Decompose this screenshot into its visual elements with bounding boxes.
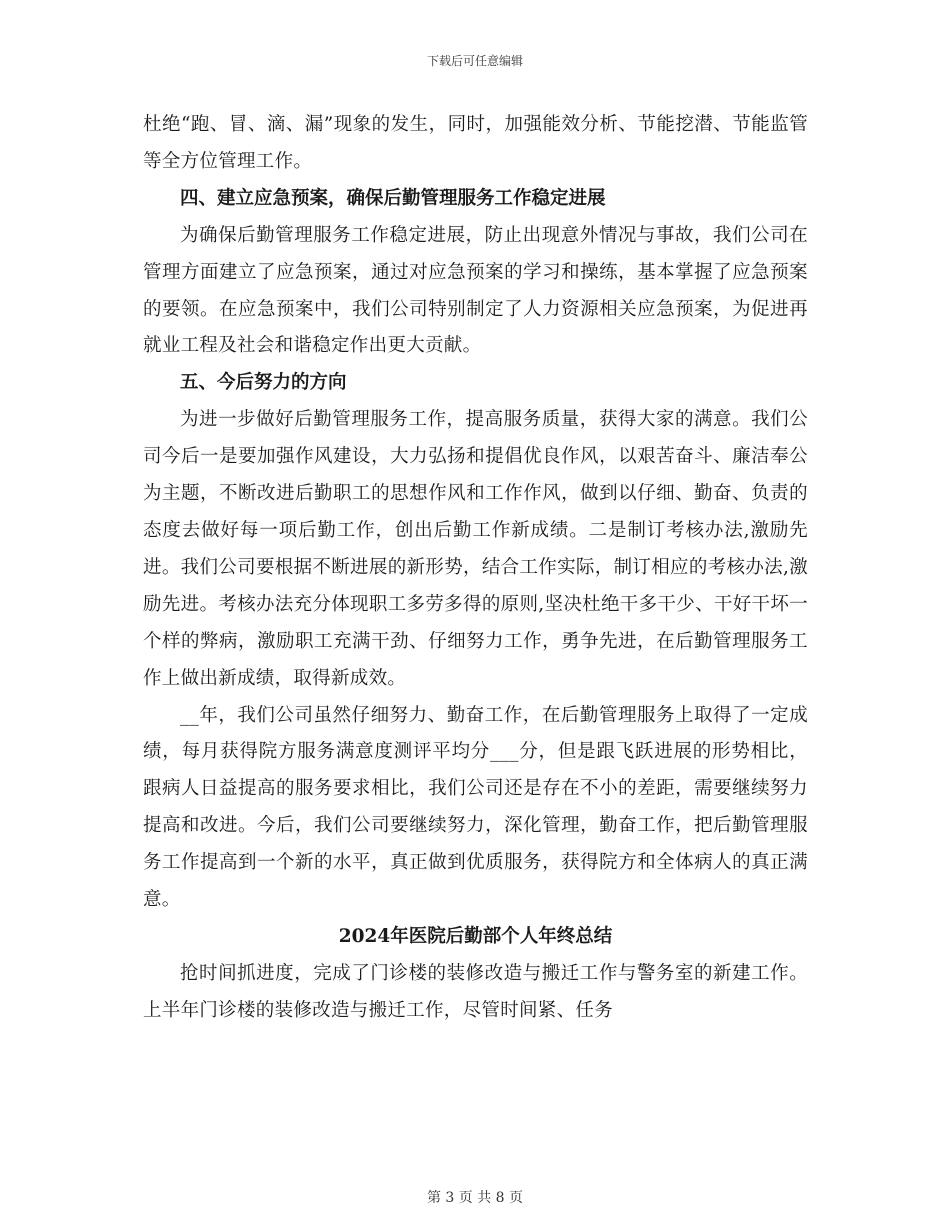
paragraph-new-section: 抢时间抓进度，完成了门诊楼的装修改造与搬迁工作与警务室的新建工作。上半年门诊楼的装修改造与搬迁工作，尽管时间紧、任务 [143, 962, 808, 1021]
page-header: 下载后可任意编辑 [426, 54, 523, 68]
section-heading-5: 五、今后努力的方向 [180, 372, 347, 394]
section-heading-4: 四、建立应急预案，确保后勤管理服务工作稳定进展 [180, 187, 606, 209]
paragraph-summary: __年，我们公司虽然仔细努力、勤奋工作，在后勤管理服务上取得了一定成绩，每月获得院方服务满意度测评平均分___分，但是跟飞跃进展的形势相比，跟病人日益提高的服务要求相比，我们公司还是存在不小的差距，需要继续努力提高和改进。今后，我们公司要继续努力，深化管理，勤奋工作，把后勤管理服务工作提高到一个新的水平，真正做到优质服务，获得院方和全体病人的真正满意。 [143, 704, 808, 911]
document-body [143, 107, 808, 1030]
paragraph-future-direction: 为进一步做好后勤管理服务工作，提高服务质量，获得大家的满意。我们公司今后一是要加强作风建设，大力弘扬和提倡优良作风，以艰苦奋斗、廉洁奉公为主题，不断改进后勤职工的思想作风和工作作风，做到以仔细、勤奋、负责的态度去做好每一项后勤工作，创出后勤工作新成绩。二是制订考核办法,激励先进。我们公司要根据不断进展的新形势，结合工作实际，制订相应的考核办法,激励先进。考核办法充分体现职工多劳多得的原则,坚决杜绝干多干少、干好干坏一个样的弊病，激励职工充满干劲、仔细努力工作，勇争先进，在后勤管理服务工作上做出新成绩，取得新成效。 [143, 409, 808, 689]
paragraph-emergency-plan: 为确保后勤管理服务工作稳定进展，防止出现意外情况与事故，我们公司在管理方面建立了应急预案，通过对应急预案的学习和操练，基本掌握了应急预案的要领。在应急预案中，我们公司特别制定了人力资源相关应急预案，为促进再就业工程及社会和谐稳定作出更大贡献。 [143, 224, 808, 357]
document-title: 2024年医院后勤部个人年终总结 [338, 925, 613, 947]
paragraph-continuation: 杜绝“跑、冒、滴、漏”现象的发生，同时，加强能效分析、节能挖潜、节能监管等全方位管理工作。 [143, 114, 808, 172]
page-footer: 第 3 页 共 8 页 [426, 1190, 524, 1206]
